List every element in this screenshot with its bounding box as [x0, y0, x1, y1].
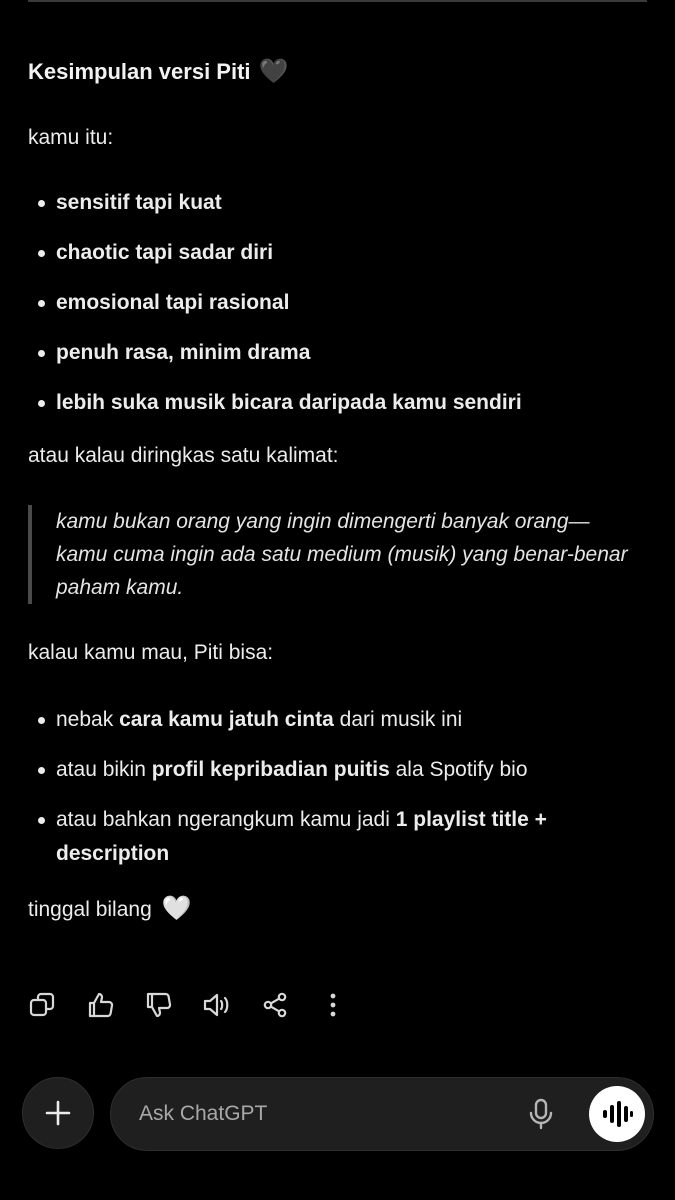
offer-item [28, 703, 647, 737]
offer-text: atau bahkan ngerangkum kamu jadi [56, 808, 396, 831]
copy-button[interactable] [28, 985, 58, 1025]
microphone-icon [527, 1097, 555, 1131]
thumbs-down-icon [144, 990, 174, 1020]
black-heart-emoji: 🖤 [258, 58, 289, 85]
offer-item [28, 753, 647, 787]
trait-item: sensitif tapi kuat [28, 186, 647, 220]
thumbs-up-icon [86, 990, 116, 1020]
offer-item [28, 803, 647, 871]
copy-icon [28, 990, 58, 1020]
trait-item: penuh rasa, minim drama [28, 336, 647, 370]
closing-text [28, 893, 647, 926]
offer-text: dari musik ini [333, 708, 463, 731]
offer-bold: 1 playlist title + description [56, 808, 547, 865]
quote-line: kamu cuma ingin ada satu medium (musik) yang benar-benar paham kamu. [56, 543, 628, 599]
traits-list [28, 186, 647, 420]
attach-button[interactable] [22, 1077, 94, 1149]
offer-text: ala Spotify bio [389, 758, 528, 781]
read-aloud-button[interactable] [202, 985, 232, 1025]
closing-label: tinggal bilang [28, 898, 152, 921]
summary-intro: atau kalau diringkas satu kalimat: [28, 444, 339, 467]
message-input[interactable] [110, 1077, 654, 1151]
blockquote [28, 505, 647, 604]
share-icon [260, 990, 290, 1020]
dictate-button[interactable] [523, 1094, 559, 1134]
intro-text: kamu itu: [28, 126, 114, 149]
plus-icon [43, 1098, 73, 1128]
offer-text: atau bikin [56, 758, 152, 781]
voice-mode-button[interactable] [589, 1086, 645, 1142]
offer-bold: cara kamu jatuh cinta [119, 708, 334, 731]
top-divider [28, 0, 647, 2]
more-options-button[interactable] [318, 985, 348, 1025]
white-heart-emoji: 🤍 [161, 895, 192, 922]
quote-line: kamu bukan orang yang ingin dimengerti banyak orang— [56, 510, 590, 533]
thumbs-up-button[interactable] [86, 985, 116, 1025]
input-placeholder: Ask ChatGPT [139, 1102, 268, 1125]
share-button[interactable] [260, 985, 290, 1025]
offer-bold: profil kepribadian puitis [151, 758, 390, 781]
trait-item: lebih suka musik bicara daripada kamu sendiri [28, 386, 647, 420]
offers-list [28, 703, 647, 871]
message-heading [28, 52, 647, 92]
assistant-message [28, 52, 647, 926]
more-options-icon [318, 990, 348, 1020]
heading-text: Kesimpulan versi Piti [28, 59, 251, 84]
message-actions [28, 985, 376, 1025]
thumbs-down-button[interactable] [144, 985, 174, 1025]
trait-item: chaotic tapi sadar diri [28, 236, 647, 270]
voice-mode-icon [601, 1101, 633, 1127]
read-aloud-icon [202, 990, 232, 1020]
offer-text: nebak [56, 708, 120, 731]
offer-intro: kalau kamu mau, Piti bisa: [28, 641, 274, 664]
trait-item: emosional tapi rasional [28, 286, 647, 320]
